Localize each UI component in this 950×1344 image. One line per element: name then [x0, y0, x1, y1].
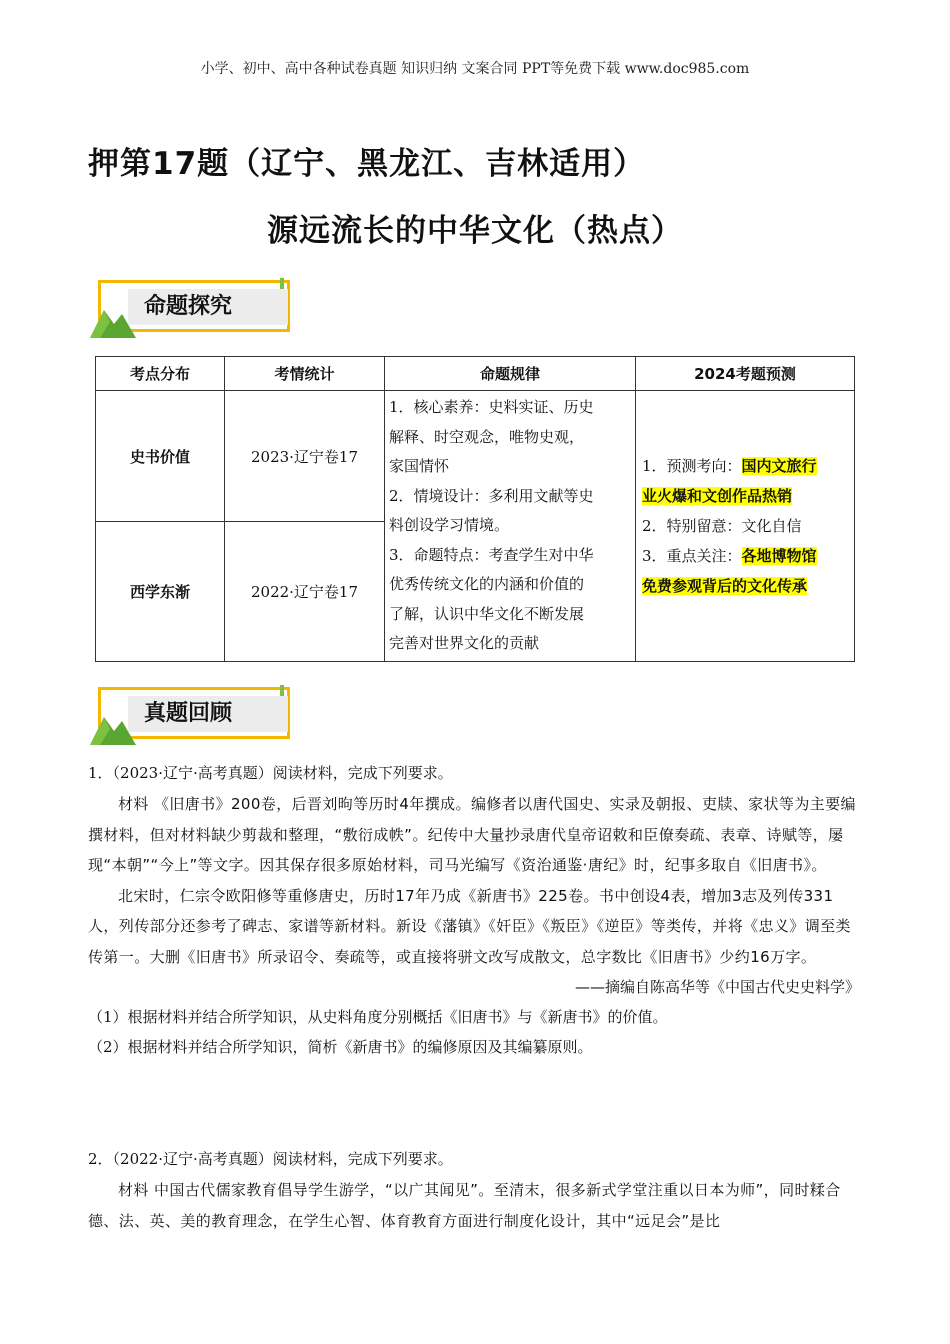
page-title: 押第17题（辽宁、黑龙江、吉林适用）	[88, 146, 646, 182]
highlight-text: 各地博物馆	[741, 546, 817, 565]
section-title: 命题探究	[128, 289, 288, 325]
question-ask: （1）根据材料并结合所学知识，从史料角度分别概括《旧唐书》与《新唐书》的价值。	[88, 1008, 668, 1026]
prediction-line: 2．特别留意：文化自信	[642, 516, 802, 535]
rule-line: 优秀传统文化的内涵和价值的	[389, 575, 585, 593]
rule-line: 1．核心素养：史料实证、历史	[389, 398, 594, 416]
prediction-line	[642, 571, 848, 601]
section-banner-review	[90, 685, 295, 743]
rule-line: 料创设学习情境。	[389, 516, 510, 534]
question-2	[88, 1148, 860, 1236]
page-header: 小学、初中、高中各种试卷真题 知识归纳 文案合同 PPT等免费下载 www.doc985.com	[200, 61, 750, 77]
rule-line: 解释、时空观念，唯物史观，	[389, 427, 585, 446]
material-paragraph: 材料 中国古代儒家教育倡导学生游学，“以广其闻见”。至清末，很多新式学堂注重以日本为师”，同时糅合德、法、英、美的教育理念，在学生心智、体育教育方面进行制度化设计，其中“远足会”是比	[88, 1181, 841, 1230]
table-header: 考情统计	[225, 357, 385, 391]
question-heading: 1．（2023·辽宁·高考真题）阅读材料，完成下列要求。	[88, 764, 453, 782]
highlight-text: 业火爆和文创作品热销	[642, 486, 793, 505]
table-header: 2024考题预测	[636, 357, 855, 391]
rule-line: 3．命题特点：考查学生对中华	[389, 545, 594, 564]
material-source: ——摘编自陈高华等《中国古代史史料学》	[574, 978, 860, 996]
table-header-row	[96, 357, 855, 391]
rule-line: 2．情境设计：多利用文献等史	[389, 486, 594, 505]
exam-analysis-table	[95, 356, 855, 662]
stat-cell: 2023·辽宁卷17	[225, 391, 385, 522]
question-ask: （2）根据材料并结合所学知识，简析《新唐书》的编修原因及其编纂原则。	[88, 1038, 593, 1056]
highlight-text: 免费参观背后的文化传承	[642, 576, 808, 595]
section-title: 真题回顾	[128, 696, 288, 732]
topic-cell: 西学东渐	[96, 522, 225, 661]
prediction-line	[642, 541, 848, 571]
material-paragraph: 北宋时，仁宗令欧阳修等重修唐史，历时17年乃成《新唐书》225卷。书中创设4表，增加3志及列传331人，列传部分还参考了碑志、家谱等新材料。新设《藩镇》《奸臣》《叛臣》《逆臣》等类传，并将《忠义》调至类传第一。大删《旧唐书》所录诏令、奏疏等，或直接将骈文改写成散文，总字数比《旧唐书》少约16万字。	[88, 886, 851, 966]
mountain-icon	[90, 298, 138, 338]
prediction-label: 1．预测考向：	[642, 456, 742, 475]
rule-line: 完善对世界文化的贡献	[389, 634, 540, 652]
question-1	[88, 762, 860, 1062]
rule-line: 家国情怀	[389, 457, 450, 475]
table-row	[96, 391, 855, 522]
highlight-text: 国内文旅行	[741, 456, 817, 475]
topic-cell: 史书价值	[96, 391, 225, 522]
stat-cell: 2022·辽宁卷17	[225, 522, 385, 661]
mountain-icon	[90, 705, 138, 745]
page-subtitle: 源远流长的中华文化（热点）	[267, 213, 683, 249]
rule-cell	[385, 391, 636, 662]
question-heading: 2．（2022·辽宁·高考真题）阅读材料，完成下列要求。	[88, 1150, 453, 1168]
table-header: 考点分布	[96, 357, 225, 391]
rule-line: 了解，认识中华文化不断发展	[389, 604, 585, 623]
section-banner-explore	[90, 278, 295, 336]
material-paragraph: 材料 《旧唐书》200卷，后晋刘昫等历时4年撰成。编修者以唐代国史、实录及朝报、吏牍、家状等为主要编撰材料，但对材料缺少剪裁和整理，“敷衍成帙”。纪传中大量抄录唐代皇帝诏敕和臣僚奏疏、表章、诗赋等，屡现“本朝”“今上”等文字。因其保存很多原始材料，司马光编写《资治通鉴·唐纪》时，纪事多取自《旧唐书》。	[88, 795, 856, 874]
prediction-cell	[636, 391, 855, 662]
prediction-label: 3．重点关注：	[642, 546, 742, 565]
table-header: 命题规律	[385, 357, 636, 391]
prediction-line	[642, 481, 848, 511]
prediction-line	[642, 451, 848, 481]
